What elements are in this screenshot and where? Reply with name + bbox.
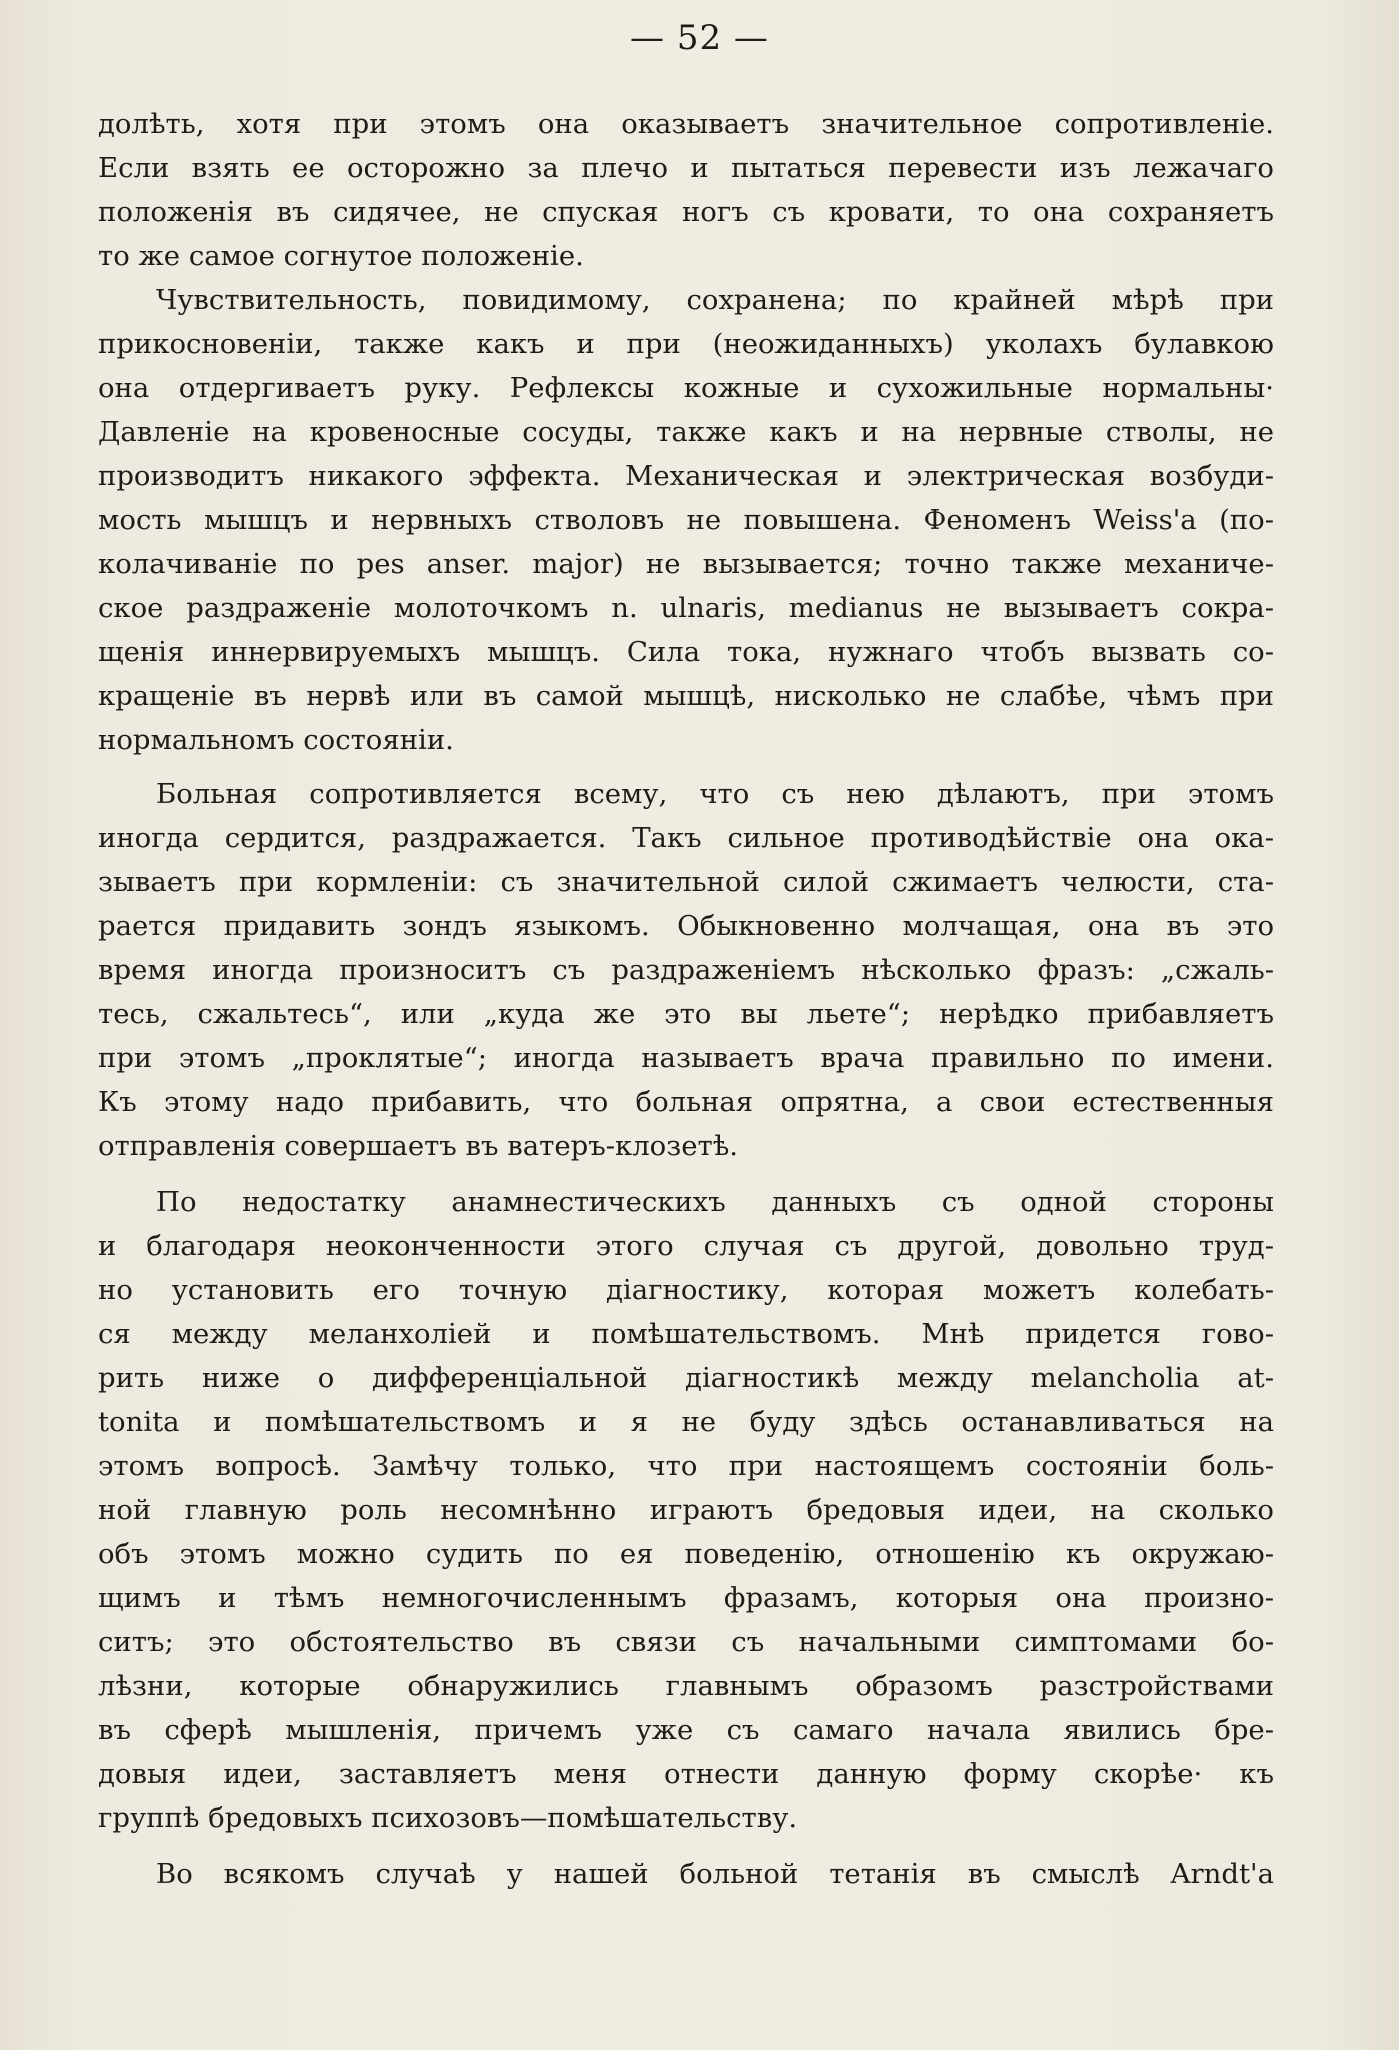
text-line: колачиваніе по pes anser. major) не вызывается; точно также механиче- bbox=[98, 548, 1274, 580]
text-line: Во всякомъ случаѣ у нашей больной тетанія въ смыслѣ Arndt'а bbox=[156, 1858, 1274, 1890]
text-line: мость мышцъ и нервныхъ стволовъ не повышена. Феноменъ Weiss'а (по- bbox=[98, 504, 1274, 536]
text-line: ся между меланхоліей и помѣшательствомъ. Мнѣ придется гово- bbox=[98, 1318, 1274, 1350]
text-line: По недостатку анамнестическихъ данныхъ съ одной стороны bbox=[156, 1186, 1274, 1218]
text-line: тесь, сжальтесь“, или „куда же это вы льете“; нерѣдко прибавляетъ bbox=[98, 998, 1274, 1030]
text-line: довыя идеи, заставляетъ меня отнести данную форму скорѣе· къ bbox=[98, 1758, 1274, 1790]
text-line: рается придавить зондъ языкомъ. Обыкновенно молчащая, она въ это bbox=[98, 910, 1274, 942]
text-line: ское раздраженіе молоточкомъ n. ulnaris, medianus не вызываетъ сокра- bbox=[98, 592, 1274, 624]
text-line: то же самое согнутое положеніе. bbox=[98, 240, 584, 272]
paragraph-4 bbox=[98, 1180, 1274, 1840]
text-line: зываетъ при кормленіи: съ значительной силой сжимаетъ челюсти, ста- bbox=[98, 866, 1274, 898]
text-line: долѣть, хотя при этомъ она оказываетъ значительное сопротивленіе. bbox=[98, 108, 1274, 140]
text-line: щенія иннервируемыхъ мышцъ. Сила тока, нужнаго чтобъ вызвать со- bbox=[98, 636, 1274, 668]
text-line: въ сферѣ мышленія, причемъ уже съ самаго начала явились бре- bbox=[98, 1714, 1274, 1746]
text-line: Чувствительность, повидимому, сохранена; по крайней мѣрѣ при bbox=[156, 284, 1274, 316]
text-line: щимъ и тѣмъ немногочисленнымъ фразамъ, которыя она произно- bbox=[98, 1582, 1274, 1614]
text-line: нормальномъ состояніи. bbox=[98, 724, 454, 756]
text-line: группѣ бредовыхъ психозовъ—помѣшательству. bbox=[98, 1802, 798, 1834]
text-line: рить ниже о дифференціальной діагностикѣ между melancholia at- bbox=[98, 1362, 1274, 1394]
text-line: но установить его точную діагностику, которая можетъ колебать- bbox=[98, 1274, 1274, 1306]
text-line: этомъ вопросѣ. Замѣчу только, что при настоящемъ состояніи боль- bbox=[98, 1450, 1274, 1482]
text-line: Давленіе на кровеносные сосуды, также какъ и на нервные стволы, не bbox=[98, 416, 1274, 448]
text-line: иногда сердится, раздражается. Такъ сильное противодѣйствіе она ока- bbox=[98, 822, 1274, 854]
text-line: кращеніе въ нервѣ или въ самой мышцѣ, нисколько не слабѣе, чѣмъ при bbox=[98, 680, 1274, 712]
text-line: положенія въ сидячее, не спуская ногъ съ кровати, то она сохраняетъ bbox=[98, 196, 1274, 228]
text-line: прикосновеніи, также какъ и при (неожиданныхъ) уколахъ булавкою bbox=[98, 328, 1274, 360]
text-line: и благодаря неоконченности этого случая съ другой, довольно труд- bbox=[98, 1230, 1274, 1262]
text-line: время иногда произноситъ съ раздраженіемъ нѣсколько фразъ: „сжаль- bbox=[98, 954, 1274, 986]
text-line: объ этомъ можно судить по ея поведенію, отношенію къ окружаю- bbox=[98, 1538, 1274, 1570]
text-line: Больная сопротивляется всему, что съ нею дѣлаютъ, при этомъ bbox=[156, 778, 1274, 810]
paragraph-1 bbox=[98, 102, 1274, 278]
paragraph-3 bbox=[98, 772, 1274, 1168]
paragraph-5 bbox=[98, 1852, 1274, 1896]
text-line: tonita и помѣшательствомъ и я не буду здѣсь останавливаться на bbox=[98, 1406, 1274, 1438]
text-line: Къ этому надо прибавить, что больная опрятна, а свои естественныя bbox=[98, 1086, 1274, 1118]
text-line: отправленія совершаетъ въ ватеръ-клозетѣ. bbox=[98, 1130, 739, 1162]
text-line: Если взять ее осторожно за плечо и пытаться перевести изъ лежачаго bbox=[98, 152, 1274, 184]
text-line: ной главную роль несомнѣнно играютъ бредовыя идеи, на сколько bbox=[98, 1494, 1274, 1526]
text-line: лѣзни, которые обнаружились главнымъ образомъ разстройствами bbox=[98, 1670, 1274, 1702]
text-line: она отдергиваетъ руку. Рефлексы кожные и сухожильные нормальны· bbox=[98, 372, 1274, 404]
page-number: — 52 — bbox=[630, 18, 769, 58]
paragraph-2 bbox=[98, 278, 1274, 762]
text-line: при этомъ „проклятые“; иногда называетъ врача правильно по имени. bbox=[98, 1042, 1274, 1074]
text-line: ситъ; это обстоятельство въ связи съ начальными симптомами бо- bbox=[98, 1626, 1274, 1658]
body-text bbox=[98, 102, 1274, 1896]
text-line: производитъ никакого эффекта. Механическая и электрическая возбуди- bbox=[98, 460, 1274, 492]
